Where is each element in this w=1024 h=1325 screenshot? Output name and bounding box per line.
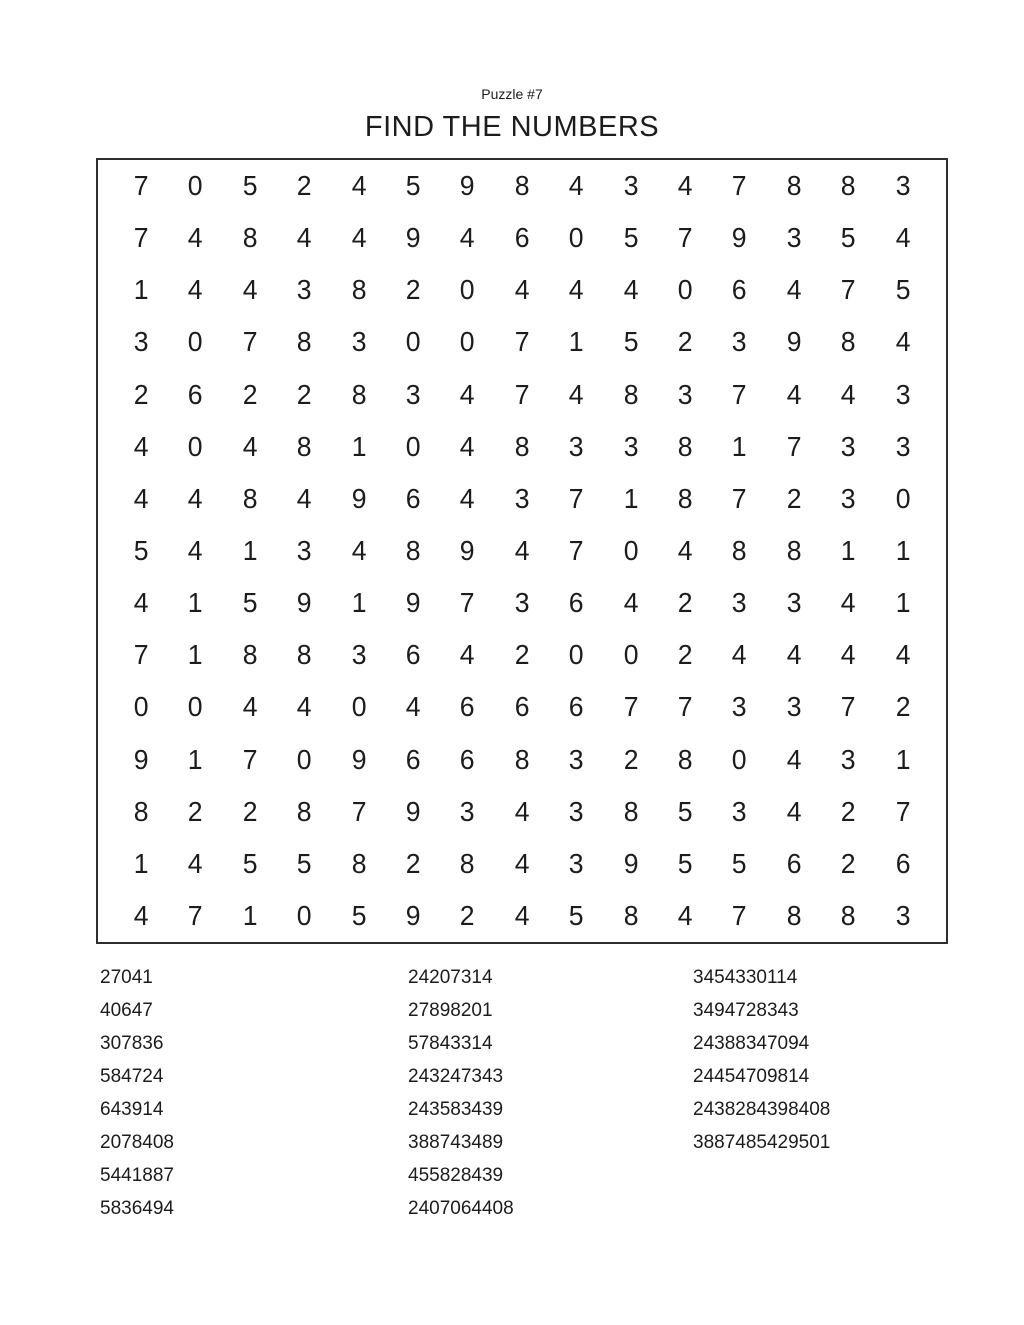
puzzle-number-label: Puzzle #7 (481, 86, 543, 102)
grid-cell: 0 (623, 534, 639, 566)
grid-cell: 2 (840, 847, 856, 879)
grid-cell: 3 (514, 482, 530, 514)
grid-cell: 3 (296, 534, 312, 566)
grid-cell: 4 (514, 847, 530, 879)
grid-cell: 1 (895, 587, 911, 619)
grid-cell: 4 (460, 378, 475, 410)
number-list-item: 5836494 (100, 1198, 174, 1219)
grid-cell: 4 (623, 274, 639, 306)
grid-cell: 7 (677, 222, 693, 254)
grid-cell: 8 (242, 639, 258, 671)
grid-cell: 3 (568, 795, 584, 827)
grid-cell: 6 (460, 691, 475, 723)
grid-cell: 3 (460, 795, 475, 827)
grid-cell: 1 (351, 587, 367, 619)
grid-cell: 5 (623, 326, 639, 358)
grid-cell: 0 (188, 170, 203, 202)
grid-cell: 0 (460, 326, 475, 358)
grid-cell: 6 (405, 743, 421, 775)
grid-cell: 8 (786, 170, 802, 202)
grid-cell: 9 (405, 222, 421, 254)
grid-cell: 6 (568, 691, 584, 723)
grid-cell: 3 (895, 170, 911, 202)
grid-cell: 0 (296, 743, 312, 775)
grid-cell: 2 (242, 378, 258, 410)
grid-cell: 8 (677, 430, 693, 462)
grid-cell: 1 (895, 743, 911, 775)
grid-cell: 2 (460, 899, 475, 931)
grid-cell: 3 (732, 326, 747, 358)
grid-cell: 7 (514, 326, 530, 358)
grid-cell: 7 (895, 795, 911, 827)
grid-cell: 9 (405, 795, 421, 827)
grid-cell: 4 (242, 430, 258, 462)
grid-cell: 4 (351, 222, 367, 254)
grid-cell: 9 (351, 482, 367, 514)
grid-cell: 3 (568, 430, 584, 462)
grid-cell: 8 (242, 222, 258, 254)
grid-cell: 8 (296, 326, 312, 358)
grid-cell: 5 (623, 222, 639, 254)
grid-cell: 2 (514, 639, 530, 671)
grid-cell: 5 (242, 847, 258, 879)
grid-cell: 2 (677, 639, 693, 671)
grid-cell: 4 (133, 430, 149, 462)
number-list-item: 3887485429501 (693, 1132, 831, 1153)
grid-cell: 1 (840, 534, 856, 566)
grid-cell: 8 (623, 899, 639, 931)
grid-cell: 9 (351, 743, 367, 775)
grid-cell: 4 (188, 482, 203, 514)
grid-cell: 7 (786, 430, 802, 462)
grid-cell: 4 (677, 899, 693, 931)
grid-cell: 6 (786, 847, 802, 879)
grid-cell: 4 (188, 222, 203, 254)
grid-cell: 0 (677, 274, 693, 306)
grid-cell: 2 (296, 378, 312, 410)
grid-cell: 4 (460, 639, 475, 671)
grid-cell: 4 (133, 587, 149, 619)
grid-cell: 6 (405, 482, 421, 514)
number-list (100, 961, 948, 1241)
grid-cell: 8 (296, 430, 312, 462)
grid-cell: 8 (623, 378, 639, 410)
grid-cell: 4 (460, 482, 475, 514)
grid-cell: 3 (514, 587, 530, 619)
grid-cell: 8 (351, 274, 367, 306)
grid-cell: 2 (677, 326, 693, 358)
grid-cell: 2 (296, 170, 312, 202)
grid-cell: 5 (732, 847, 747, 879)
grid-cell: 3 (840, 743, 856, 775)
grid-cell: 6 (514, 222, 530, 254)
grid-cell: 4 (786, 743, 802, 775)
grid-cell: 3 (732, 587, 747, 619)
grid-cell: 4 (188, 274, 203, 306)
grid-cell: 8 (351, 378, 367, 410)
grid-cell: 4 (840, 639, 856, 671)
grid-cell: 2 (405, 847, 421, 879)
grid-cell: 1 (188, 639, 203, 671)
grid-cell: 5 (840, 222, 856, 254)
grid-cell: 7 (242, 743, 258, 775)
grid-cell: 8 (677, 482, 693, 514)
grid-cell: 9 (623, 847, 639, 879)
grid-cell: 8 (514, 743, 530, 775)
number-list-item: 27898201 (408, 1000, 493, 1021)
grid-cell: 3 (895, 378, 911, 410)
grid-cell: 4 (840, 587, 856, 619)
grid-cell: 4 (242, 691, 258, 723)
grid-cell: 0 (188, 430, 203, 462)
grid-cell: 3 (786, 587, 802, 619)
grid-cell: 8 (514, 170, 530, 202)
grid-cell: 8 (840, 326, 856, 358)
grid-cell: 0 (568, 222, 584, 254)
grid-cell: 3 (895, 430, 911, 462)
grid-cell: 4 (786, 795, 802, 827)
grid-cell: 7 (623, 691, 639, 723)
number-list-item: 307836 (100, 1033, 164, 1054)
grid-cell: 2 (188, 795, 203, 827)
grid-cell: 1 (242, 534, 258, 566)
grid-cell: 0 (188, 326, 203, 358)
grid-cell: 5 (568, 899, 584, 931)
grid-cell: 5 (296, 847, 312, 879)
grid-cell: 7 (732, 899, 747, 931)
grid-cell: 1 (895, 534, 911, 566)
number-list-column (100, 961, 174, 1225)
grid-cell: 9 (460, 170, 475, 202)
number-list-item: 455828439 (408, 1165, 504, 1186)
grid-cell: 7 (133, 170, 149, 202)
grid-cell: 2 (786, 482, 802, 514)
number-list-item: 2438284398408 (693, 1099, 831, 1120)
grid-cell: 0 (351, 691, 367, 723)
grid-cell: 7 (677, 691, 693, 723)
grid-cell: 2 (840, 795, 856, 827)
grid-cell: 4 (351, 534, 367, 566)
number-list-item: 2407064408 (408, 1198, 514, 1219)
grid-cell: 4 (296, 482, 312, 514)
grid-cell: 3 (351, 326, 367, 358)
number-list-item: 57843314 (408, 1033, 493, 1054)
grid-cell: 0 (405, 326, 421, 358)
grid-cell: 2 (677, 587, 693, 619)
grid-cell: 5 (895, 274, 911, 306)
grid-cell: 7 (133, 222, 149, 254)
grid-cell: 8 (840, 170, 856, 202)
grid-cell: 4 (514, 795, 530, 827)
grid-cell: 2 (242, 795, 258, 827)
grid-cell: 7 (840, 691, 856, 723)
grid-cell: 4 (895, 326, 911, 358)
number-list-item: 584724 (100, 1066, 164, 1087)
grid-cell: 0 (732, 743, 747, 775)
grid-cell: 8 (296, 795, 312, 827)
grid-cell: 3 (623, 430, 639, 462)
grid-cell: 2 (133, 378, 149, 410)
grid-cell: 0 (623, 639, 639, 671)
number-list-item: 2078408 (100, 1132, 174, 1153)
grid-cell: 0 (568, 639, 584, 671)
number-list-item: 3454330114 (693, 967, 798, 988)
grid-cell: 7 (568, 534, 584, 566)
number-list-column (408, 961, 514, 1225)
grid-cell: 4 (460, 430, 475, 462)
grid-cell: 2 (895, 691, 911, 723)
grid-cell: 4 (677, 534, 693, 566)
grid-cell: 1 (133, 847, 149, 879)
grid-cell: 7 (242, 326, 258, 358)
grid-cell: 3 (405, 378, 421, 410)
grid-cell: 4 (405, 691, 421, 723)
grid-cell: 1 (568, 326, 584, 358)
grid-cell: 4 (786, 639, 802, 671)
grid-cell: 4 (514, 534, 530, 566)
grid-cell: 7 (460, 587, 475, 619)
grid-cell: 8 (786, 899, 802, 931)
grid-cell: 3 (840, 482, 856, 514)
grid-cell: 3 (732, 795, 747, 827)
grid-cell: 7 (568, 482, 584, 514)
grid-cell: 3 (133, 326, 149, 358)
grid-cell: 1 (133, 274, 149, 306)
grid-cell: 3 (623, 170, 639, 202)
grid-cell: 5 (242, 170, 258, 202)
grid-cell: 4 (296, 222, 312, 254)
grid-cell: 6 (460, 743, 475, 775)
number-list-item: 24388347094 (693, 1033, 810, 1054)
grid-cell: 7 (732, 170, 747, 202)
grid-cell: 6 (514, 691, 530, 723)
grid-cell: 4 (786, 274, 802, 306)
grid-cell: 4 (623, 587, 639, 619)
number-list-item: 27041 (100, 967, 153, 988)
grid-cell: 9 (405, 587, 421, 619)
number-list-item: 5441887 (100, 1165, 174, 1186)
grid-cell: 4 (514, 274, 530, 306)
page-title: FIND THE NUMBERS (364, 111, 660, 143)
number-list-item: 3494728343 (693, 1000, 799, 1021)
grid-cell: 4 (242, 274, 258, 306)
number-list-item: 243583439 (408, 1099, 504, 1120)
grid-cell: 4 (786, 378, 802, 410)
grid-cell: 3 (351, 639, 367, 671)
grid-cell: 7 (514, 378, 530, 410)
grid-cell: 1 (188, 587, 203, 619)
grid-cell: 4 (514, 899, 530, 931)
grid-cell: 1 (732, 430, 747, 462)
grid-cell: 2 (623, 743, 639, 775)
grid-cell: 9 (786, 326, 802, 358)
grid-cell: 8 (514, 430, 530, 462)
grid-cell: 3 (677, 378, 693, 410)
number-grid (96, 158, 948, 944)
grid-cell: 9 (732, 222, 747, 254)
grid-cell: 4 (133, 899, 149, 931)
grid-cell: 5 (133, 534, 149, 566)
grid-cell: 0 (460, 274, 475, 306)
grid-cell: 5 (351, 899, 367, 931)
grid-cell: 8 (840, 899, 856, 931)
grid-cell: 3 (895, 899, 911, 931)
grid-cell: 3 (786, 222, 802, 254)
grid-cell: 9 (133, 743, 149, 775)
grid-cell: 4 (188, 847, 203, 879)
grid-cell: 0 (188, 691, 203, 723)
number-list-item: 243247343 (408, 1066, 504, 1087)
number-list-item: 388743489 (408, 1132, 504, 1153)
grid-cell: 5 (677, 795, 693, 827)
grid-cell: 3 (840, 430, 856, 462)
number-list-item: 40647 (100, 1000, 153, 1021)
grid-cell: 8 (460, 847, 475, 879)
grid-cell: 9 (405, 899, 421, 931)
grid-cell: 4 (840, 378, 856, 410)
grid-cell: 3 (786, 691, 802, 723)
grid-cell: 7 (351, 795, 367, 827)
grid-cell: 7 (188, 899, 203, 931)
grid-cell: 1 (351, 430, 367, 462)
grid-cell: 2 (405, 274, 421, 306)
grid-cell: 1 (242, 899, 258, 931)
grid-cell: 3 (732, 691, 747, 723)
grid-cell: 0 (405, 430, 421, 462)
grid-cell: 0 (296, 899, 312, 931)
grid-cell: 3 (568, 847, 584, 879)
grid-cell: 4 (677, 170, 693, 202)
grid-cell: 1 (188, 743, 203, 775)
grid-cell: 7 (840, 274, 856, 306)
grid-cell: 4 (568, 378, 584, 410)
grid-cell: 7 (732, 378, 747, 410)
grid-cell: 4 (895, 639, 911, 671)
grid-cell: 1 (623, 482, 639, 514)
number-list-item: 24207314 (408, 967, 493, 988)
grid-cell: 6 (732, 274, 747, 306)
grid-cell: 7 (133, 639, 149, 671)
number-list-item: 24454709814 (693, 1066, 810, 1087)
grid-cell: 8 (351, 847, 367, 879)
grid-cell: 4 (460, 222, 475, 254)
grid-cell: 0 (133, 691, 149, 723)
grid-cell: 8 (786, 534, 802, 566)
number-list-column (693, 961, 830, 1159)
grid-cell: 8 (405, 534, 421, 566)
grid-cell: 4 (296, 691, 312, 723)
grid-cell: 5 (405, 170, 421, 202)
grid-cell: 5 (677, 847, 693, 879)
grid-cell: 7 (732, 482, 747, 514)
grid-cell: 0 (895, 482, 911, 514)
grid-cell: 8 (133, 795, 149, 827)
grid-cell: 4 (188, 534, 203, 566)
grid-cell: 4 (732, 639, 747, 671)
grid-cell: 8 (242, 482, 258, 514)
grid-cell: 8 (296, 639, 312, 671)
grid-cell: 4 (133, 482, 149, 514)
grid-cell: 6 (405, 639, 421, 671)
grid-cell: 8 (677, 743, 693, 775)
grid-cell: 4 (568, 170, 584, 202)
number-list-item: 643914 (100, 1099, 164, 1120)
grid-cell: 3 (296, 274, 312, 306)
grid-cell: 6 (568, 587, 584, 619)
grid-cell: 8 (732, 534, 747, 566)
grid-cell: 4 (895, 222, 911, 254)
grid-cell: 9 (296, 587, 312, 619)
grid-cell: 4 (351, 170, 367, 202)
grid-cell: 9 (460, 534, 475, 566)
grid-cell: 3 (568, 743, 584, 775)
grid-cell: 4 (568, 274, 584, 306)
grid-cell: 5 (242, 587, 258, 619)
grid-cell: 6 (188, 378, 203, 410)
grid-cell: 6 (895, 847, 911, 879)
grid-cell: 8 (623, 795, 639, 827)
